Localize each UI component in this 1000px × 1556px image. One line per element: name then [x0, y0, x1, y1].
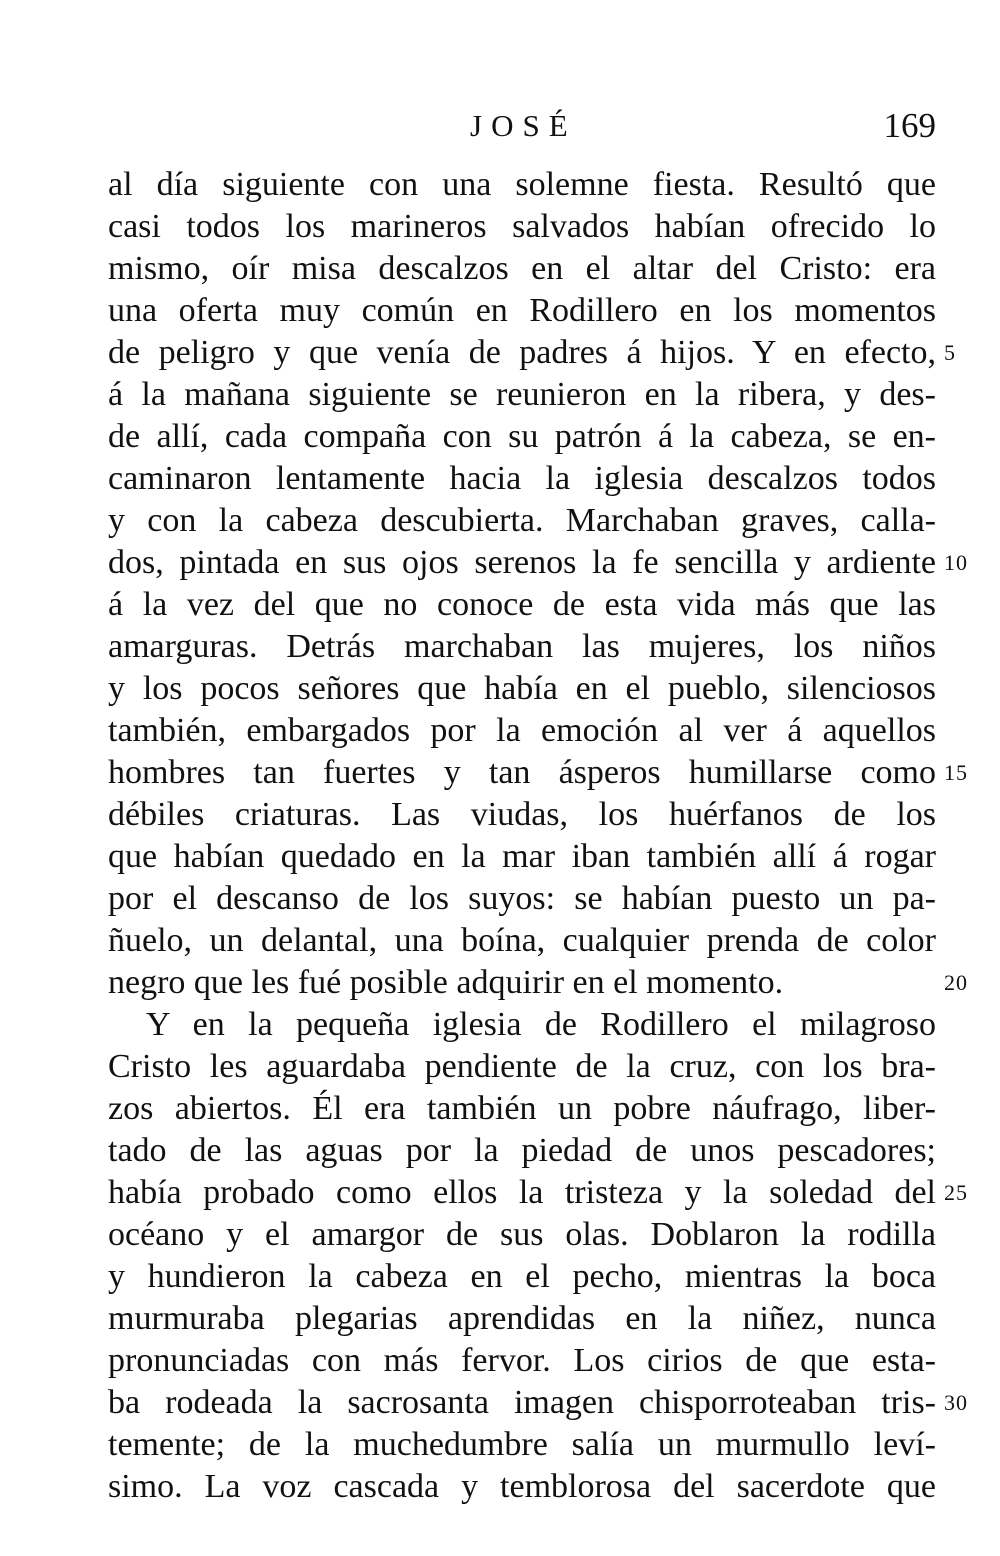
text-line: pronunciadas con más fervor. Los cirios de que esta-: [108, 1342, 936, 1379]
text-line: y los pocos señores que había en el pueblo, silenciosos: [108, 670, 936, 707]
line-number-30: 30: [944, 1390, 968, 1415]
line-number-25: 25: [944, 1180, 968, 1205]
text-line: amarguras. Detrás marchaban las mujeres, los niños: [108, 628, 936, 665]
text-line: débiles criaturas. Las viudas, los huérfanos de los: [108, 796, 936, 833]
line-number-20: 20: [944, 970, 968, 995]
line-number-5: 5: [944, 340, 956, 365]
text-line: tado de las aguas por la piedad de unos pescadores;: [108, 1132, 936, 1169]
text-line: murmuraba plegarias aprendidas en la niñez, nunca: [108, 1300, 936, 1337]
text-line: una oferta muy común en Rodillero en los momentos: [108, 292, 936, 329]
text-line: de peligro y que venía de padres á hijos. Y en efecto,: [108, 334, 936, 371]
text-line: Cristo les aguardaba pendiente de la cruz, con los bra-: [108, 1048, 936, 1085]
text-line: dos, pintada en sus ojos serenos la fe sencilla y ardiente: [108, 544, 936, 581]
text-line: que habían quedado en la mar iban también allí á rogar: [108, 838, 936, 875]
text-line: ba rodeada la sacrosanta imagen chisporroteaban tris-: [108, 1384, 936, 1421]
paragraph-end-line: negro que les fué posible adquirir en el momento.: [108, 964, 784, 1001]
text-line: mismo, oír misa descalzos en el altar del Cristo: era: [108, 250, 936, 287]
line-number-10: 10: [944, 550, 968, 575]
text-line: y con la cabeza descubierta. Marchaban graves, calla-: [108, 502, 936, 539]
text-line: también, embargados por la emoción al ver á aquellos: [108, 712, 936, 749]
paragraph-start-line: Y en la pequeña iglesia de Rodillero el milagroso: [146, 1006, 936, 1043]
text-line: y hundieron la cabeza en el pecho, mientras la boca: [108, 1258, 936, 1295]
text-line: á la vez del que no conoce de esta vida más que las: [108, 586, 936, 623]
text-line: casi todos los marineros salvados habían ofrecido lo: [108, 208, 936, 245]
text-line: temente; de la muchedumbre salía un murmullo leví-: [108, 1426, 936, 1463]
text-line: había probado como ellos la tristeza y la soledad del: [108, 1174, 936, 1211]
text-line: hombres tan fuertes y tan ásperos humillarse como: [108, 754, 936, 791]
text-line: zos abiertos. Él era también un pobre náufrago, liber-: [108, 1090, 936, 1127]
text-line: océano y el amargor de sus olas. Doblaron la rodilla: [108, 1216, 936, 1253]
text-line: por el descanso de los suyos: se habían puesto un pa-: [108, 880, 936, 917]
text-line: á la mañana siguiente se reunieron en la ribera, y des-: [108, 376, 936, 413]
chapter-title: JOSÉ: [470, 108, 577, 143]
line-number-15: 15: [944, 760, 968, 785]
text-line: al día siguiente con una solemne fiesta. Resultó que: [108, 166, 936, 203]
text-line: simo. La voz cascada y temblorosa del sacerdote que: [108, 1468, 936, 1505]
text-line: de allí, cada compaña con su patrón á la cabeza, se en-: [108, 418, 936, 455]
text-line: caminaron lentamente hacia la iglesia descalzos todos: [108, 460, 936, 497]
page-number: 169: [883, 106, 936, 145]
body-text: [108, 164, 936, 1508]
text-line: ñuelo, un delantal, una boína, cualquier prenda de color: [108, 922, 936, 959]
running-head: [0, 104, 1000, 148]
